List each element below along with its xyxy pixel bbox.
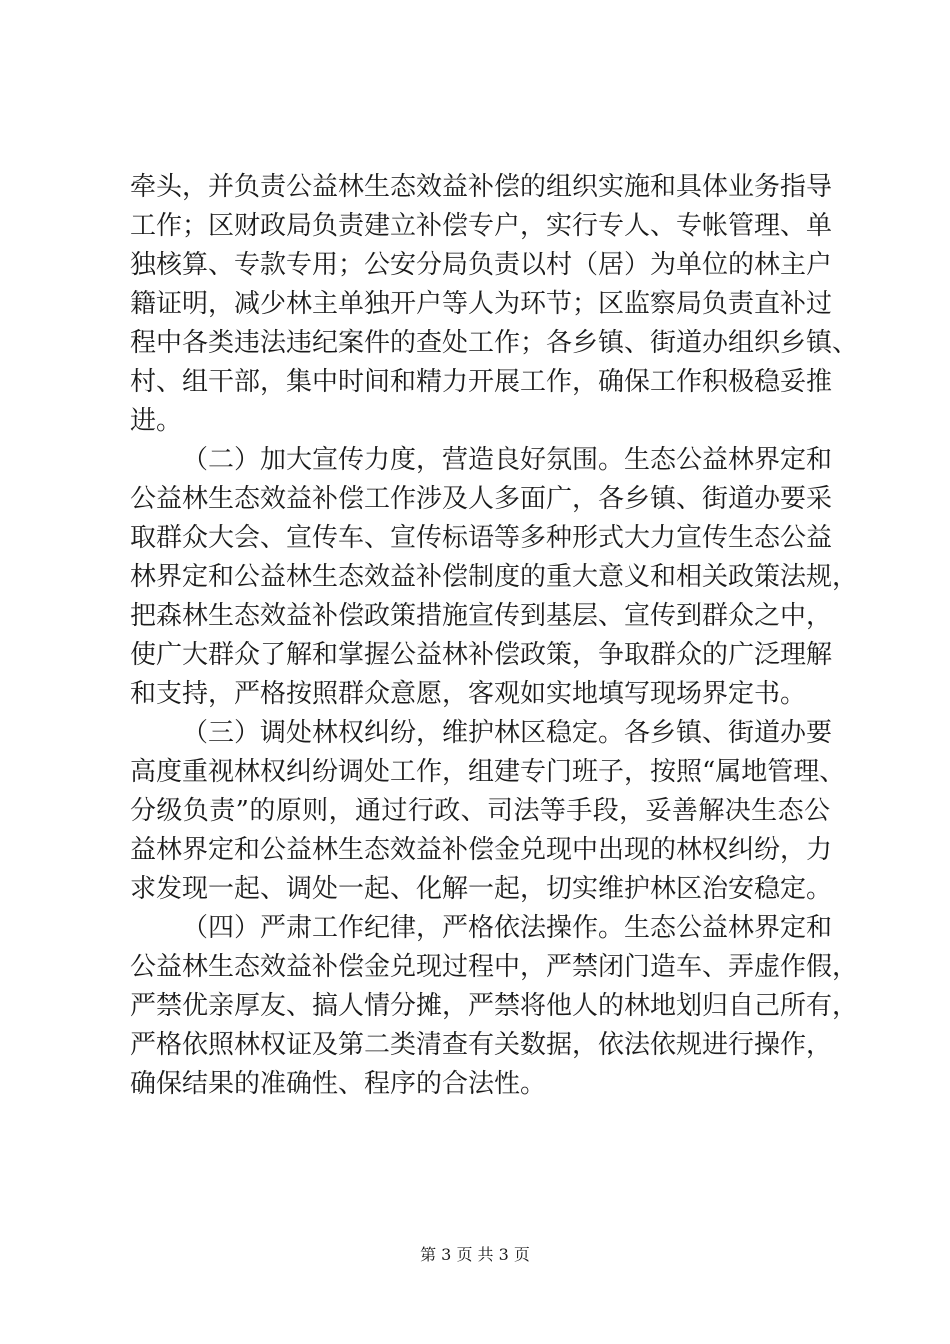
text-line: 村、组干部，集中时间和精力开展工作，确保工作积极稳妥推 [130, 367, 833, 397]
section-4-heading-line: （四）严肃工作纪律，严格依法操作。生态公益林界定和 [182, 913, 833, 943]
text-line: 工作；区财政局负责建立补偿专户，实行专人、专帐管理、单 [130, 211, 833, 241]
section-3-heading-line: （三）调处林权纠纷，维护林区稳定。各乡镇、街道办要 [182, 718, 833, 748]
text-line: 确保结果的准确性、程序的合法性。 [130, 1069, 547, 1099]
text-line: 公益林生态效益补偿金兑现过程中，严禁闭门造车、弄虚作假， [130, 952, 859, 982]
text-line: 林界定和公益林生态效益补偿制度的重大意义和相关政策法规， [130, 562, 859, 592]
text-line: 高度重视林权纠纷调处工作，组建专门班子，按照“属地管理、 [130, 757, 846, 787]
page-number-footer: 第 3 页 共 3 页 [420, 1245, 530, 1264]
text-line: 严禁优亲厚友、搞人情分摊，严禁将他人的林地划归自己所有， [130, 991, 859, 1021]
text-line: 牵头，并负责公益林生态效益补偿的组织实施和具体业务指导 [130, 172, 833, 202]
text-line: 严格依照林权证及第二类清查有关数据，依法依规进行操作， [130, 1030, 833, 1060]
text-line: 程中各类违法违纪案件的查处工作；各乡镇、街道办组织乡镇、 [130, 328, 859, 358]
text-line: 进。 [130, 406, 183, 436]
text-line: 求发现一起、调处一起、化解一起，切实维护林区治安稳定。 [130, 874, 833, 904]
text-line: 独核算、专款专用；公安分局负责以村（居）为单位的林主户 [130, 250, 833, 280]
text-line: 公益林生态效益补偿工作涉及人多面广，各乡镇、街道办要采 [130, 484, 833, 514]
text-line: 取群众大会、宣传车、宣传标语等多种形式大力宣传生态公益 [130, 523, 833, 553]
text-line: 把森林生态效益补偿政策措施宣传到基层、宣传到群众之中， [130, 601, 833, 631]
section-2-heading-line: （二）加大宣传力度，营造良好氛围。生态公益林界定和 [182, 445, 833, 475]
text-line: 籍证明，减少林主单独开户等人为环节；区监察局负责直补过 [130, 289, 833, 319]
text-line: 使广大群众了解和掌握公益林补偿政策，争取群众的广泛理解 [130, 640, 833, 670]
document-body [130, 168, 859, 1104]
text-line: 分级负责”的原则，通过行政、司法等手段，妥善解决生态公 [130, 796, 830, 826]
text-line: 益林界定和公益林生态效益补偿金兑现中出现的林权纠纷，力 [130, 835, 833, 865]
text-line: 和支持，严格按照群众意愿，客观如实地填写现场界定书。 [130, 679, 807, 709]
